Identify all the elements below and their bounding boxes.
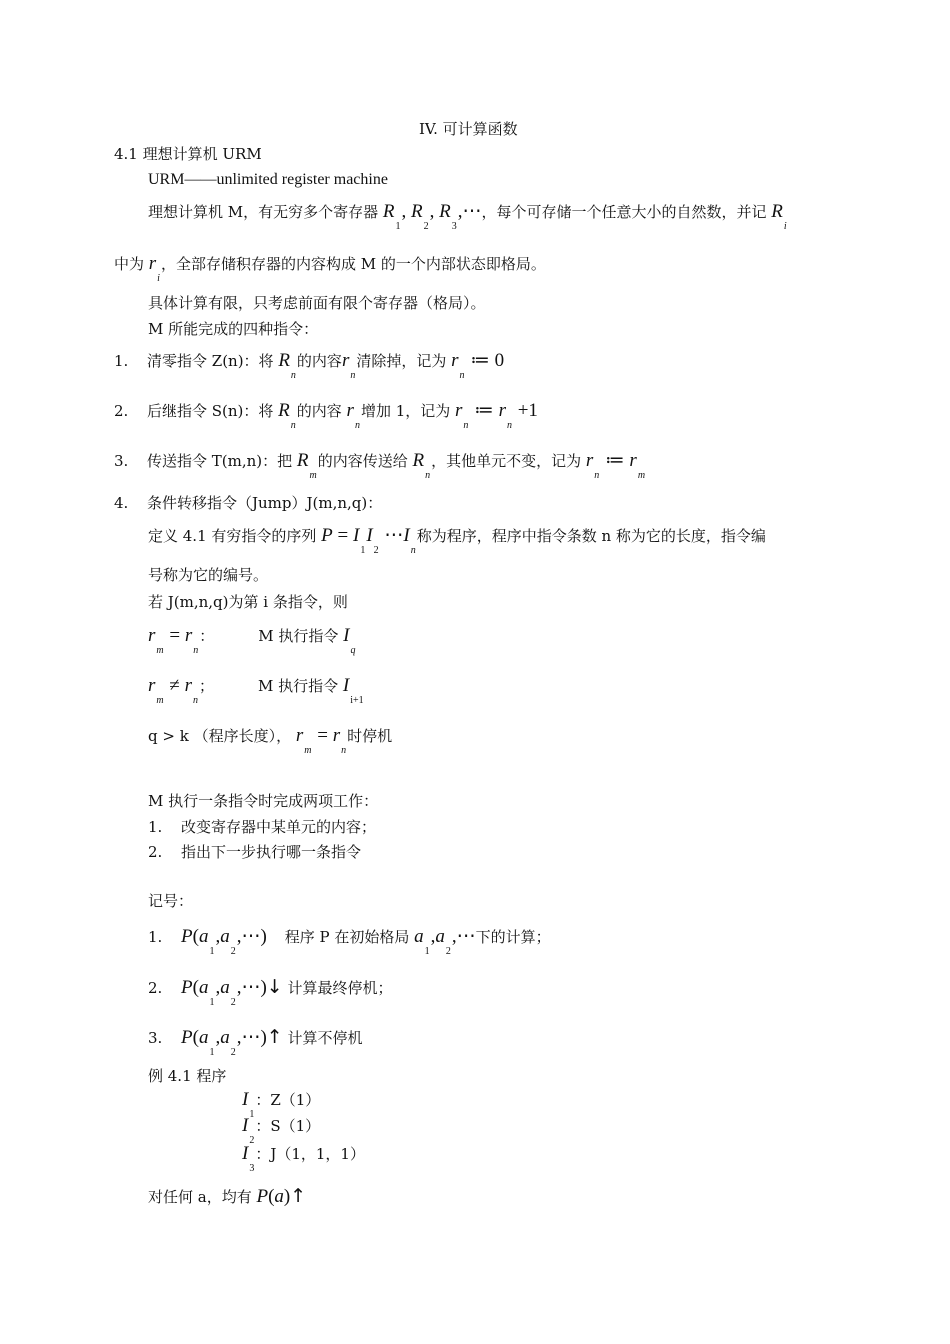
- jump-case-halt: q > k （程序长度）， $r_m = r_n$时停机: [148, 725, 393, 756]
- paragraph-registers: 理想计算机 M，有无穷多个寄存器 $R_1$, $R_2$, $R_3,\cdots$，每个可存储一个任意大小的自然数，并记 $R_i$: [148, 201, 787, 232]
- paragraph-text: 中为: [114, 255, 145, 273]
- diverge-arrow-icon: ↑: [290, 1185, 307, 1207]
- jump-case-unequal: $r_m \ne r_n$； M 执行指令 $I_{i+1}$: [148, 675, 364, 706]
- work-item: 1. 改变寄存器中某单元的内容；: [148, 818, 377, 836]
- instruction-successor: 2. 后继指令 S(n)：将 $R_n$的内容 $r_n$增加 1，记为 $r_n$ ≔ $r_n +1$: [114, 400, 538, 431]
- definition-program: 定义 4.1 有穷指令的序列 $P = I_1I_2$ $\cdots I_n$称为程序，程序中指令条数 n 称为它的长度，指令编: [148, 525, 766, 556]
- work-item: 2. 指出下一步执行哪一条指令: [148, 843, 362, 861]
- paragraph-finite: 具体计算有限，只考虑前面有限个寄存器（格局）。: [148, 294, 486, 312]
- example-conclusion: 对任何 a，均有 P(a)↑: [148, 1185, 307, 1207]
- notation-item: 3. $P(a_1,a_2,\cdots)↑$ 计算不停机: [148, 1026, 363, 1058]
- paragraph-text: 理想计算机 M，有无穷多个寄存器: [148, 203, 379, 221]
- instruction-zero: 1. 清零指令 Z(n)：将 $R_n$的内容$r_n$清除掉，记为 $r_n$ ≔ 0: [114, 350, 505, 381]
- page-title: IV. 可计算函数: [419, 120, 518, 138]
- work-intro: M 执行一条指令时完成两项工作：: [148, 792, 379, 810]
- jump-case-equal: $r_m = r_n$： M 执行指令 $I_q$: [148, 625, 356, 656]
- paragraph-four-instructions: M 所能完成的四种指令：: [148, 320, 319, 338]
- section-heading: 4.1 理想计算机 URM: [114, 145, 262, 163]
- notation-item: 2. $P(a_1,a_2,\cdots)↓$ 计算最终停机；: [148, 976, 393, 1008]
- paragraph-text: ，全部存储积存器的内容构成 M 的一个内部状态即格局。: [160, 255, 546, 273]
- halt-arrow-icon: ↓: [266, 976, 283, 998]
- instruction-transfer: 3. 传送指令 T(m,n)：把 $R_m$的内容传送给 $R_n$，其他单元不变，记为 $r_n$ ≔ $r_m$: [114, 450, 646, 481]
- instruction-jump: 4. 条件转移指令（Jump）J(m,n,q)：: [114, 494, 383, 512]
- definition-continued: 号称为它的编号。: [148, 566, 269, 584]
- paragraph-state: 中为 $r_i$，全部存储积存器的内容构成 M 的一个内部状态即格局。: [114, 253, 546, 284]
- example-heading: 例 4.1 程序: [148, 1067, 227, 1085]
- program-line: $I_1$：Z（1）: [242, 1089, 321, 1120]
- program-line: $I_3$：J（1，1，1）: [242, 1143, 365, 1174]
- diverge-arrow-icon: ↑: [266, 1026, 283, 1048]
- urm-definition: URM——unlimited register machine: [148, 171, 388, 188]
- jump-intro: 若 J(m,n,q)为第 i 条指令，则: [148, 593, 348, 611]
- paragraph-text: ，每个可存储一个任意大小的自然数，并记: [481, 203, 767, 221]
- notation-heading: 记号：: [148, 892, 194, 910]
- program-line: $I_2$：S（1）: [242, 1115, 321, 1146]
- notation-item: 1. $P(a_1,a_2,\cdots)$ 程序 P 在初始格局 $a_1,a_2,\cdots$下的计算；: [148, 926, 551, 957]
